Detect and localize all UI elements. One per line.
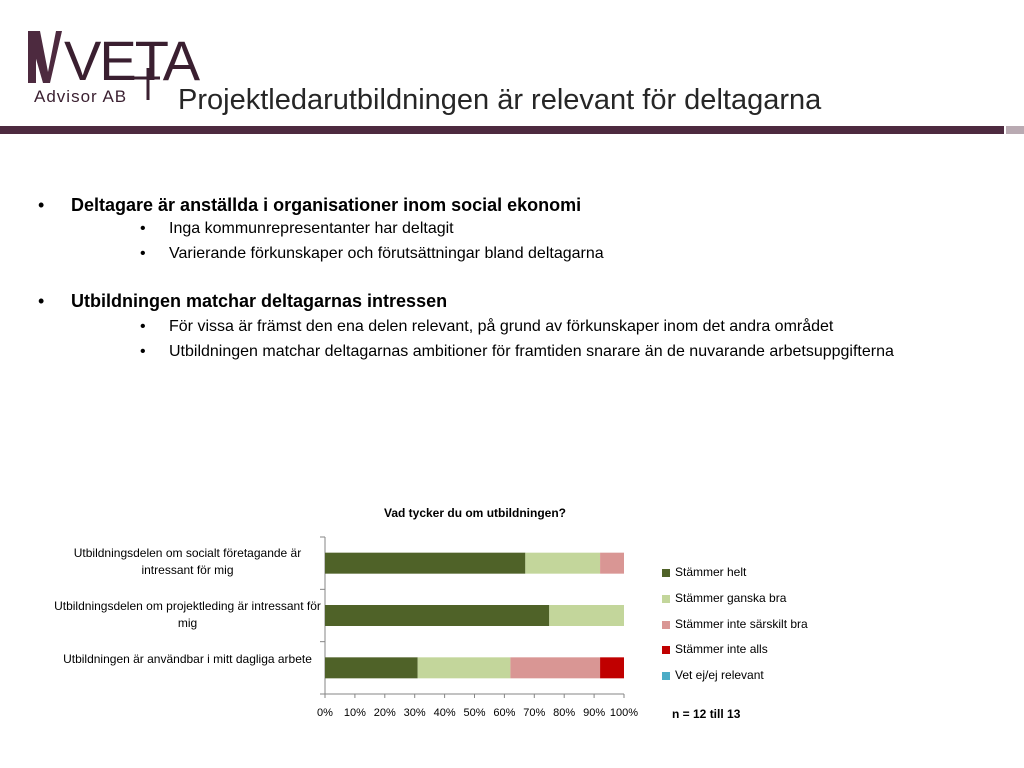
x-tick-label: 90% xyxy=(583,707,606,719)
category-label-3: Utbildningen är användbar i mitt dagliga arbete xyxy=(63,652,312,666)
bar-segment-cat2-series2 xyxy=(549,605,624,626)
sample-size-note: n = 12 till 13 xyxy=(672,707,741,721)
bullet-2-text: Utbildningen matchar deltagarnas intressen xyxy=(71,291,448,311)
x-tick-label: 100% xyxy=(609,707,639,719)
legend-swatch xyxy=(662,569,670,577)
legend-swatch xyxy=(662,621,670,629)
legend-swatch xyxy=(662,672,670,680)
bar-segment-cat3-series2 xyxy=(418,657,511,678)
x-tick-label: 0% xyxy=(317,707,333,719)
bar-segment-cat3-series1 xyxy=(325,657,418,678)
x-tick-label: 60% xyxy=(493,707,516,719)
x-tick-label: 10% xyxy=(343,707,366,719)
bullet-dot: • xyxy=(140,245,146,262)
category-label-1: Utbildningsdelen om socialt företagande är intressant för mig xyxy=(73,546,302,577)
legend-label: Stämmer helt xyxy=(675,565,747,579)
x-tick-label: 70% xyxy=(523,707,546,719)
bullet-2-sub-1-text: För vissa är främst den ena delen relevant, på grund av förkunskaper inom det andra området xyxy=(169,318,834,335)
x-tick-label: 40% xyxy=(433,707,456,719)
bullet-dot: • xyxy=(38,195,45,215)
x-tick-label: 20% xyxy=(373,707,396,719)
bar-segment-cat2-series1 xyxy=(325,605,549,626)
legend-label: Stämmer inte särskilt bra xyxy=(675,617,808,631)
bullet-1-sub-1-text: Inga kommunrepresentanter har deltagit xyxy=(169,220,454,237)
bullet-dot: • xyxy=(140,343,146,360)
bar-segment-cat1-series2 xyxy=(525,553,600,574)
category-label-2: Utbildningsdelen om projektleding är intressant för mig xyxy=(54,599,321,630)
legend-swatch xyxy=(662,646,670,654)
bullet-dot: • xyxy=(140,318,146,335)
legend-label: Stämmer inte alls xyxy=(675,642,768,656)
bullet-dot: • xyxy=(140,220,146,237)
bullet-1-text: Deltagare är anställda i organisationer inom social ekonomi xyxy=(71,195,582,215)
bullet-dot: • xyxy=(38,291,45,311)
bullet-2-sub-2-text: Utbildningen matchar deltagarnas ambitioner för framtiden snarare än de nuvarande arbetsuppgifterna xyxy=(169,343,894,360)
logo-text: VETA xyxy=(64,29,199,92)
bar-segment-cat1-series1 xyxy=(325,553,525,574)
x-tick-label: 50% xyxy=(463,707,486,719)
bar-segment-cat1-series3 xyxy=(600,553,624,574)
x-tick-label: 80% xyxy=(553,707,576,719)
chart-title: Vad tycker du om utbildningen? xyxy=(383,506,566,520)
x-tick-label: 30% xyxy=(403,707,426,719)
legend-label: Stämmer ganska bra xyxy=(675,591,787,605)
legend-label: Vet ej/ej relevant xyxy=(675,668,764,682)
bar-segment-cat3-series3 xyxy=(510,657,600,678)
page-title: Projektledarutbildningen är relevant för deltagarna xyxy=(178,84,822,116)
bullet-1-sub-2-text: Varierande förkunskaper och förutsättningar bland deltagarna xyxy=(169,245,604,262)
legend-swatch xyxy=(662,595,670,603)
logo-subtext: Advisor AB xyxy=(34,87,128,106)
bar-segment-cat3-series4 xyxy=(600,657,624,678)
